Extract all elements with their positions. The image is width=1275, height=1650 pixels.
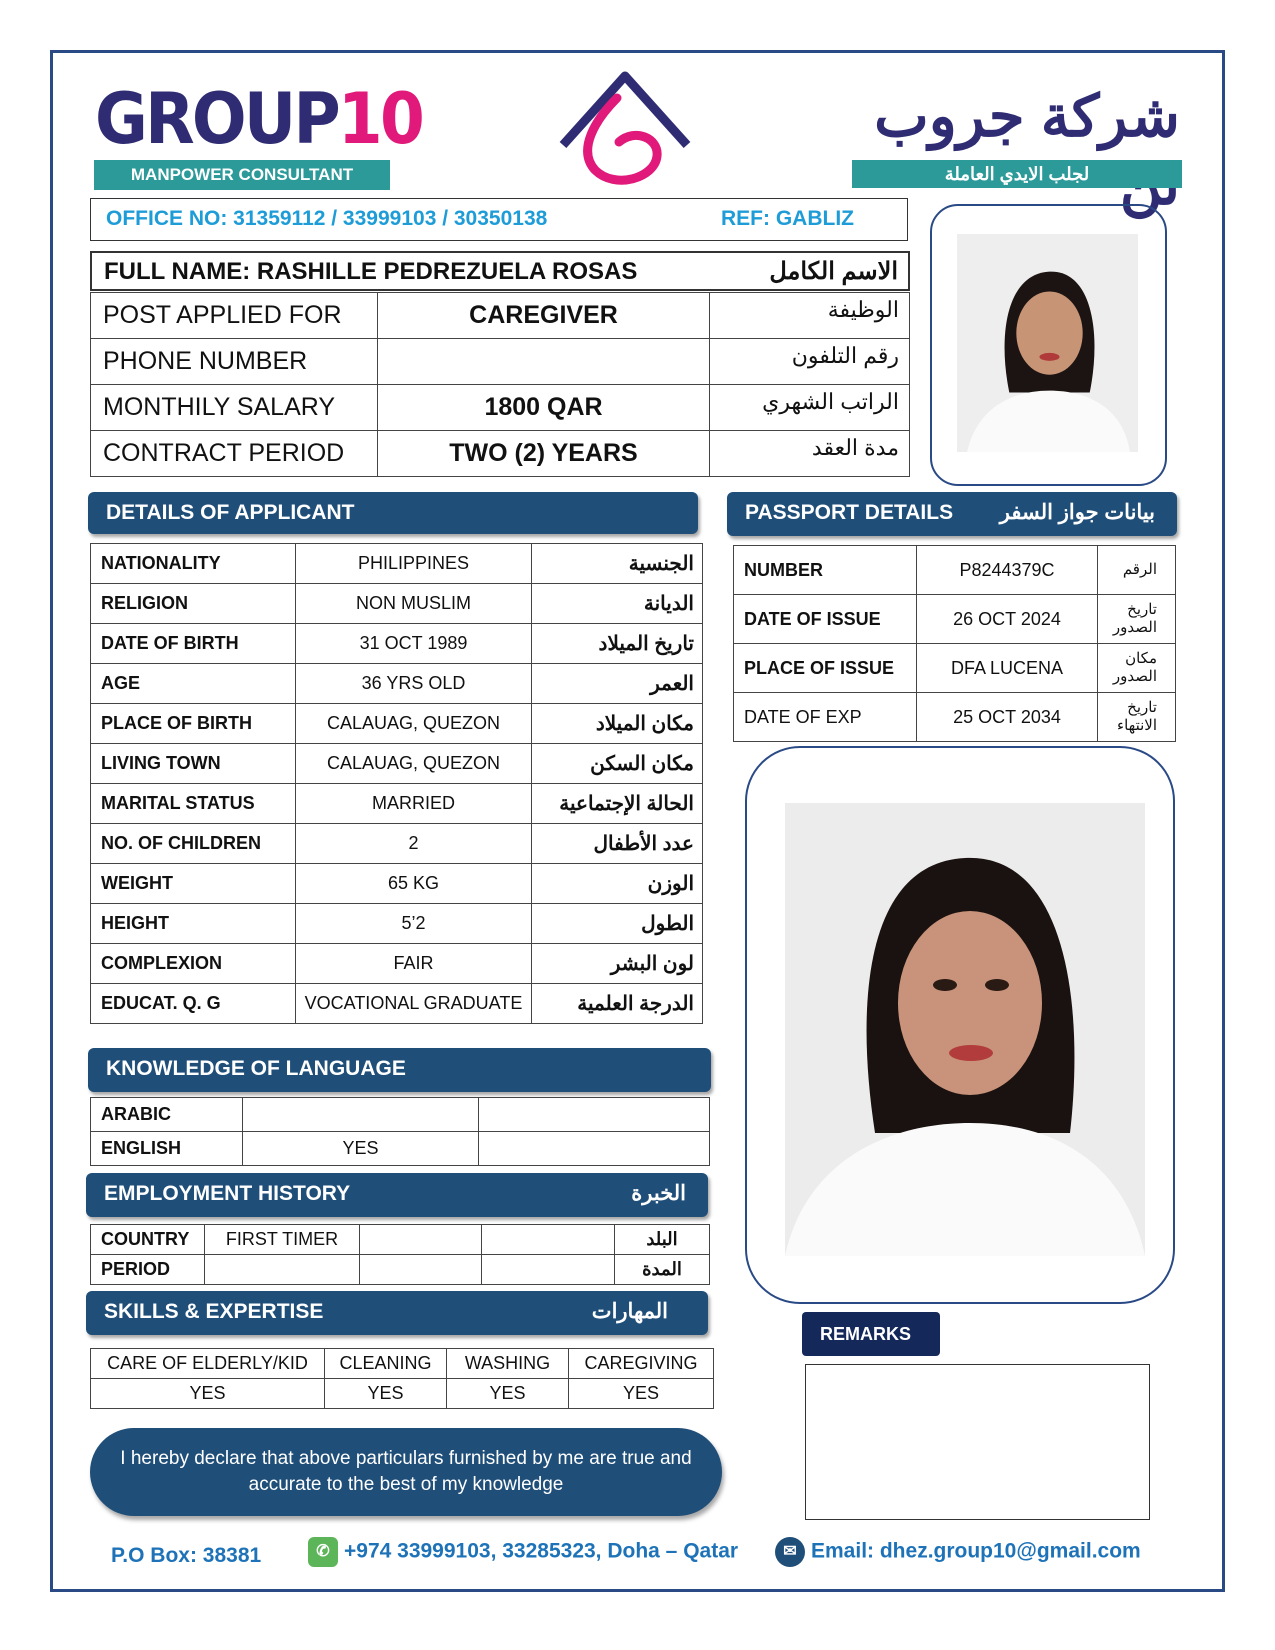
phone-label-ar: رقم التلفون <box>710 339 910 385</box>
detail-label: MARITAL STATUS <box>91 784 296 824</box>
pobox-text: P.O Box: 38381 <box>111 1544 262 1567</box>
full-name-label-ar: الاسم الكامل <box>769 258 898 285</box>
language-extra <box>479 1098 710 1132</box>
language-value <box>243 1098 479 1132</box>
detail-label-ar: تاريخ الميلاد <box>532 624 703 664</box>
detail-value: CALAUAG, QUEZON <box>296 744 532 784</box>
skill-value: YES <box>325 1379 447 1409</box>
language-label: ENGLISH <box>91 1132 243 1166</box>
passport-label-ar: تاريخ الصدور <box>1098 595 1176 644</box>
detail-value: 5’2 <box>296 904 532 944</box>
table-row <box>91 1098 710 1132</box>
applicant-photo-large <box>785 803 1145 1256</box>
detail-label-ar: الجنسية <box>532 544 703 584</box>
table-row <box>734 546 1176 595</box>
details-section-header <box>88 492 698 534</box>
detail-label-ar: عدد الأطفال <box>532 824 703 864</box>
detail-label-ar: الحالة الإجتماعية <box>532 784 703 824</box>
detail-value: 2 <box>296 824 532 864</box>
skill-value: YES <box>91 1379 325 1409</box>
passport-label-ar: مكان الصدور <box>1098 644 1176 693</box>
detail-label: COMPLEXION <box>91 944 296 984</box>
contract-value: TWO (2) YEARS <box>378 431 710 477</box>
table-row <box>91 904 703 944</box>
office-number-box <box>90 198 908 241</box>
table-row <box>734 693 1176 742</box>
skills-title-ar: المهارات <box>591 1300 668 1323</box>
full-name-row <box>90 251 910 291</box>
passport-label-ar: تاريخ الانتهاء <box>1098 693 1176 742</box>
employment-label-ar: البلد <box>615 1225 710 1255</box>
detail-label: NATIONALITY <box>91 544 296 584</box>
phone-value <box>378 339 710 385</box>
declaration-banner: I hereby declare that above particulars furnished by me are true and accurate to the best of my knowledge <box>90 1428 722 1516</box>
employment-label-ar: المدة <box>615 1255 710 1285</box>
detail-value: MARRIED <box>296 784 532 824</box>
detail-value: VOCATIONAL GRADUATE <box>296 984 532 1024</box>
table-row <box>91 1349 714 1379</box>
detail-value: 65 KG <box>296 864 532 904</box>
post-label-ar: الوظيفة <box>710 293 910 339</box>
table-row <box>91 704 703 744</box>
remarks-box[interactable] <box>805 1364 1150 1520</box>
empty-cell <box>360 1225 482 1255</box>
employment-table <box>90 1224 710 1285</box>
whatsapp-icon: ✆ <box>308 1537 338 1567</box>
employment-title-ar: الخبرة <box>631 1182 686 1205</box>
arabic-company-name: شركة جروب <box>874 84 1180 149</box>
language-title: KNOWLEDGE OF LANGUAGE <box>106 1057 406 1080</box>
footer-email-text[interactable]: Email: dhez.group10@gmail.com <box>811 1539 1141 1563</box>
detail-value: FAIR <box>296 944 532 984</box>
empty-cell <box>482 1225 615 1255</box>
table-row <box>91 293 910 339</box>
skill-header: CLEANING <box>325 1349 447 1379</box>
passport-value: 26 OCT 2024 <box>917 595 1098 644</box>
table-row <box>91 544 703 584</box>
skill-value: YES <box>569 1379 714 1409</box>
detail-label: LIVING TOWN <box>91 744 296 784</box>
skills-section-header <box>86 1291 708 1335</box>
table-row <box>91 431 910 477</box>
manpower-consultant-banner: MANPOWER CONSULTANT <box>94 160 390 190</box>
reference-code: REF: GABLIZ <box>721 207 854 230</box>
table-row <box>91 664 703 704</box>
language-table <box>90 1097 710 1166</box>
applicant-photo-small <box>957 234 1138 452</box>
employment-label: PERIOD <box>91 1255 205 1285</box>
detail-label-ar: الديانة <box>532 584 703 624</box>
passport-section-header <box>727 492 1177 536</box>
post-label: POST APPLIED FOR <box>91 293 378 339</box>
detail-value: PHILIPPINES <box>296 544 532 584</box>
contract-label: CONTRACT PERIOD <box>91 431 378 477</box>
table-row <box>91 744 703 784</box>
details-title: DETAILS OF APPLICANT <box>106 501 355 524</box>
detail-label: NO. OF CHILDREN <box>91 824 296 864</box>
employment-section-header <box>86 1173 708 1217</box>
job-info-table <box>90 292 910 477</box>
employment-value: FIRST TIMER <box>205 1225 360 1255</box>
skill-header: CAREGIVING <box>569 1349 714 1379</box>
table-row <box>91 1132 710 1166</box>
detail-label-ar: الدرجة العلمية <box>532 984 703 1024</box>
skills-title: SKILLS & EXPERTISE <box>104 1300 324 1323</box>
table-row <box>91 824 703 864</box>
language-value: YES <box>243 1132 479 1166</box>
detail-label: RELIGION <box>91 584 296 624</box>
footer-email <box>775 1537 1141 1567</box>
detail-label: PLACE OF BIRTH <box>91 704 296 744</box>
applicant-details-table <box>90 543 703 1024</box>
detail-value: 31 OCT 1989 <box>296 624 532 664</box>
full-name-value: FULL NAME: RASHILLE PEDREZUELA ROSAS <box>104 258 638 285</box>
contract-label-ar: مدة العقد <box>710 431 910 477</box>
passport-value: P8244379C <box>917 546 1098 595</box>
detail-label-ar: مكان السكن <box>532 744 703 784</box>
detail-label: HEIGHT <box>91 904 296 944</box>
passport-title-ar: بيانات جواز السفر <box>999 501 1155 524</box>
table-row <box>91 1255 710 1285</box>
detail-label-ar: العمر <box>532 664 703 704</box>
detail-label-ar: لون البشر <box>532 944 703 984</box>
table-row <box>91 1379 714 1409</box>
skill-header: WASHING <box>447 1349 569 1379</box>
skills-table <box>90 1348 714 1409</box>
salary-label: MONTHILY SALARY <box>91 385 378 431</box>
detail-label: EDUCAT. Q. G <box>91 984 296 1024</box>
company-logo-icon <box>555 70 695 190</box>
passport-label: DATE OF EXP <box>734 693 917 742</box>
detail-label: WEIGHT <box>91 864 296 904</box>
passport-label: NUMBER <box>734 546 917 595</box>
skill-header: CARE OF ELDERLY/KID <box>91 1349 325 1379</box>
salary-value: 1800 QAR <box>378 385 710 431</box>
table-row <box>734 644 1176 693</box>
detail-value: 36 YRS OLD <box>296 664 532 704</box>
language-label: ARABIC <box>91 1098 243 1132</box>
passport-value: 25 OCT 2034 <box>917 693 1098 742</box>
office-numbers: OFFICE NO: 31359112 / 33999103 / 30350138 <box>106 207 548 230</box>
table-row <box>91 624 703 664</box>
detail-label: DATE OF BIRTH <box>91 624 296 664</box>
post-value: CAREGIVER <box>378 293 710 339</box>
skill-value: YES <box>447 1379 569 1409</box>
phone-label: PHONE NUMBER <box>91 339 378 385</box>
detail-label: AGE <box>91 664 296 704</box>
empty-cell <box>482 1255 615 1285</box>
table-row <box>91 944 703 984</box>
passport-table <box>733 545 1176 742</box>
footer-phone <box>308 1537 738 1567</box>
table-row <box>91 339 910 385</box>
table-row <box>91 784 703 824</box>
remarks-label: REMARKS <box>802 1312 940 1356</box>
detail-value: NON MUSLIM <box>296 584 532 624</box>
passport-label: DATE OF ISSUE <box>734 595 917 644</box>
empty-cell <box>360 1255 482 1285</box>
employment-title: EMPLOYMENT HISTORY <box>104 1182 351 1205</box>
salary-label-ar: الراتب الشهري <box>710 385 910 431</box>
employment-label: COUNTRY <box>91 1225 205 1255</box>
table-row <box>91 1225 710 1255</box>
detail-label-ar: مكان الميلاد <box>532 704 703 744</box>
passport-value: DFA LUCENA <box>917 644 1098 693</box>
language-section-header <box>88 1048 711 1092</box>
table-row <box>91 864 703 904</box>
detail-label-ar: الطول <box>532 904 703 944</box>
employment-value <box>205 1255 360 1285</box>
language-extra <box>479 1132 710 1166</box>
passport-label: PLACE OF ISSUE <box>734 644 917 693</box>
table-row <box>734 595 1176 644</box>
table-row <box>91 584 703 624</box>
passport-title: PASSPORT DETAILS <box>745 501 954 524</box>
detail-label-ar: الوزن <box>532 864 703 904</box>
footer-phone-text: +974 33999103, 33285323, Doha – Qatar <box>344 1539 739 1563</box>
arabic-subtitle-banner: لجلب الايدي العاملة <box>852 160 1182 188</box>
table-row <box>91 385 910 431</box>
passport-label-ar: الرقم <box>1098 546 1176 595</box>
email-icon: ✉ <box>775 1537 805 1567</box>
group10-logo-text: GROUP10 <box>95 78 423 160</box>
table-row <box>91 984 703 1024</box>
detail-value: CALAUAG, QUEZON <box>296 704 532 744</box>
